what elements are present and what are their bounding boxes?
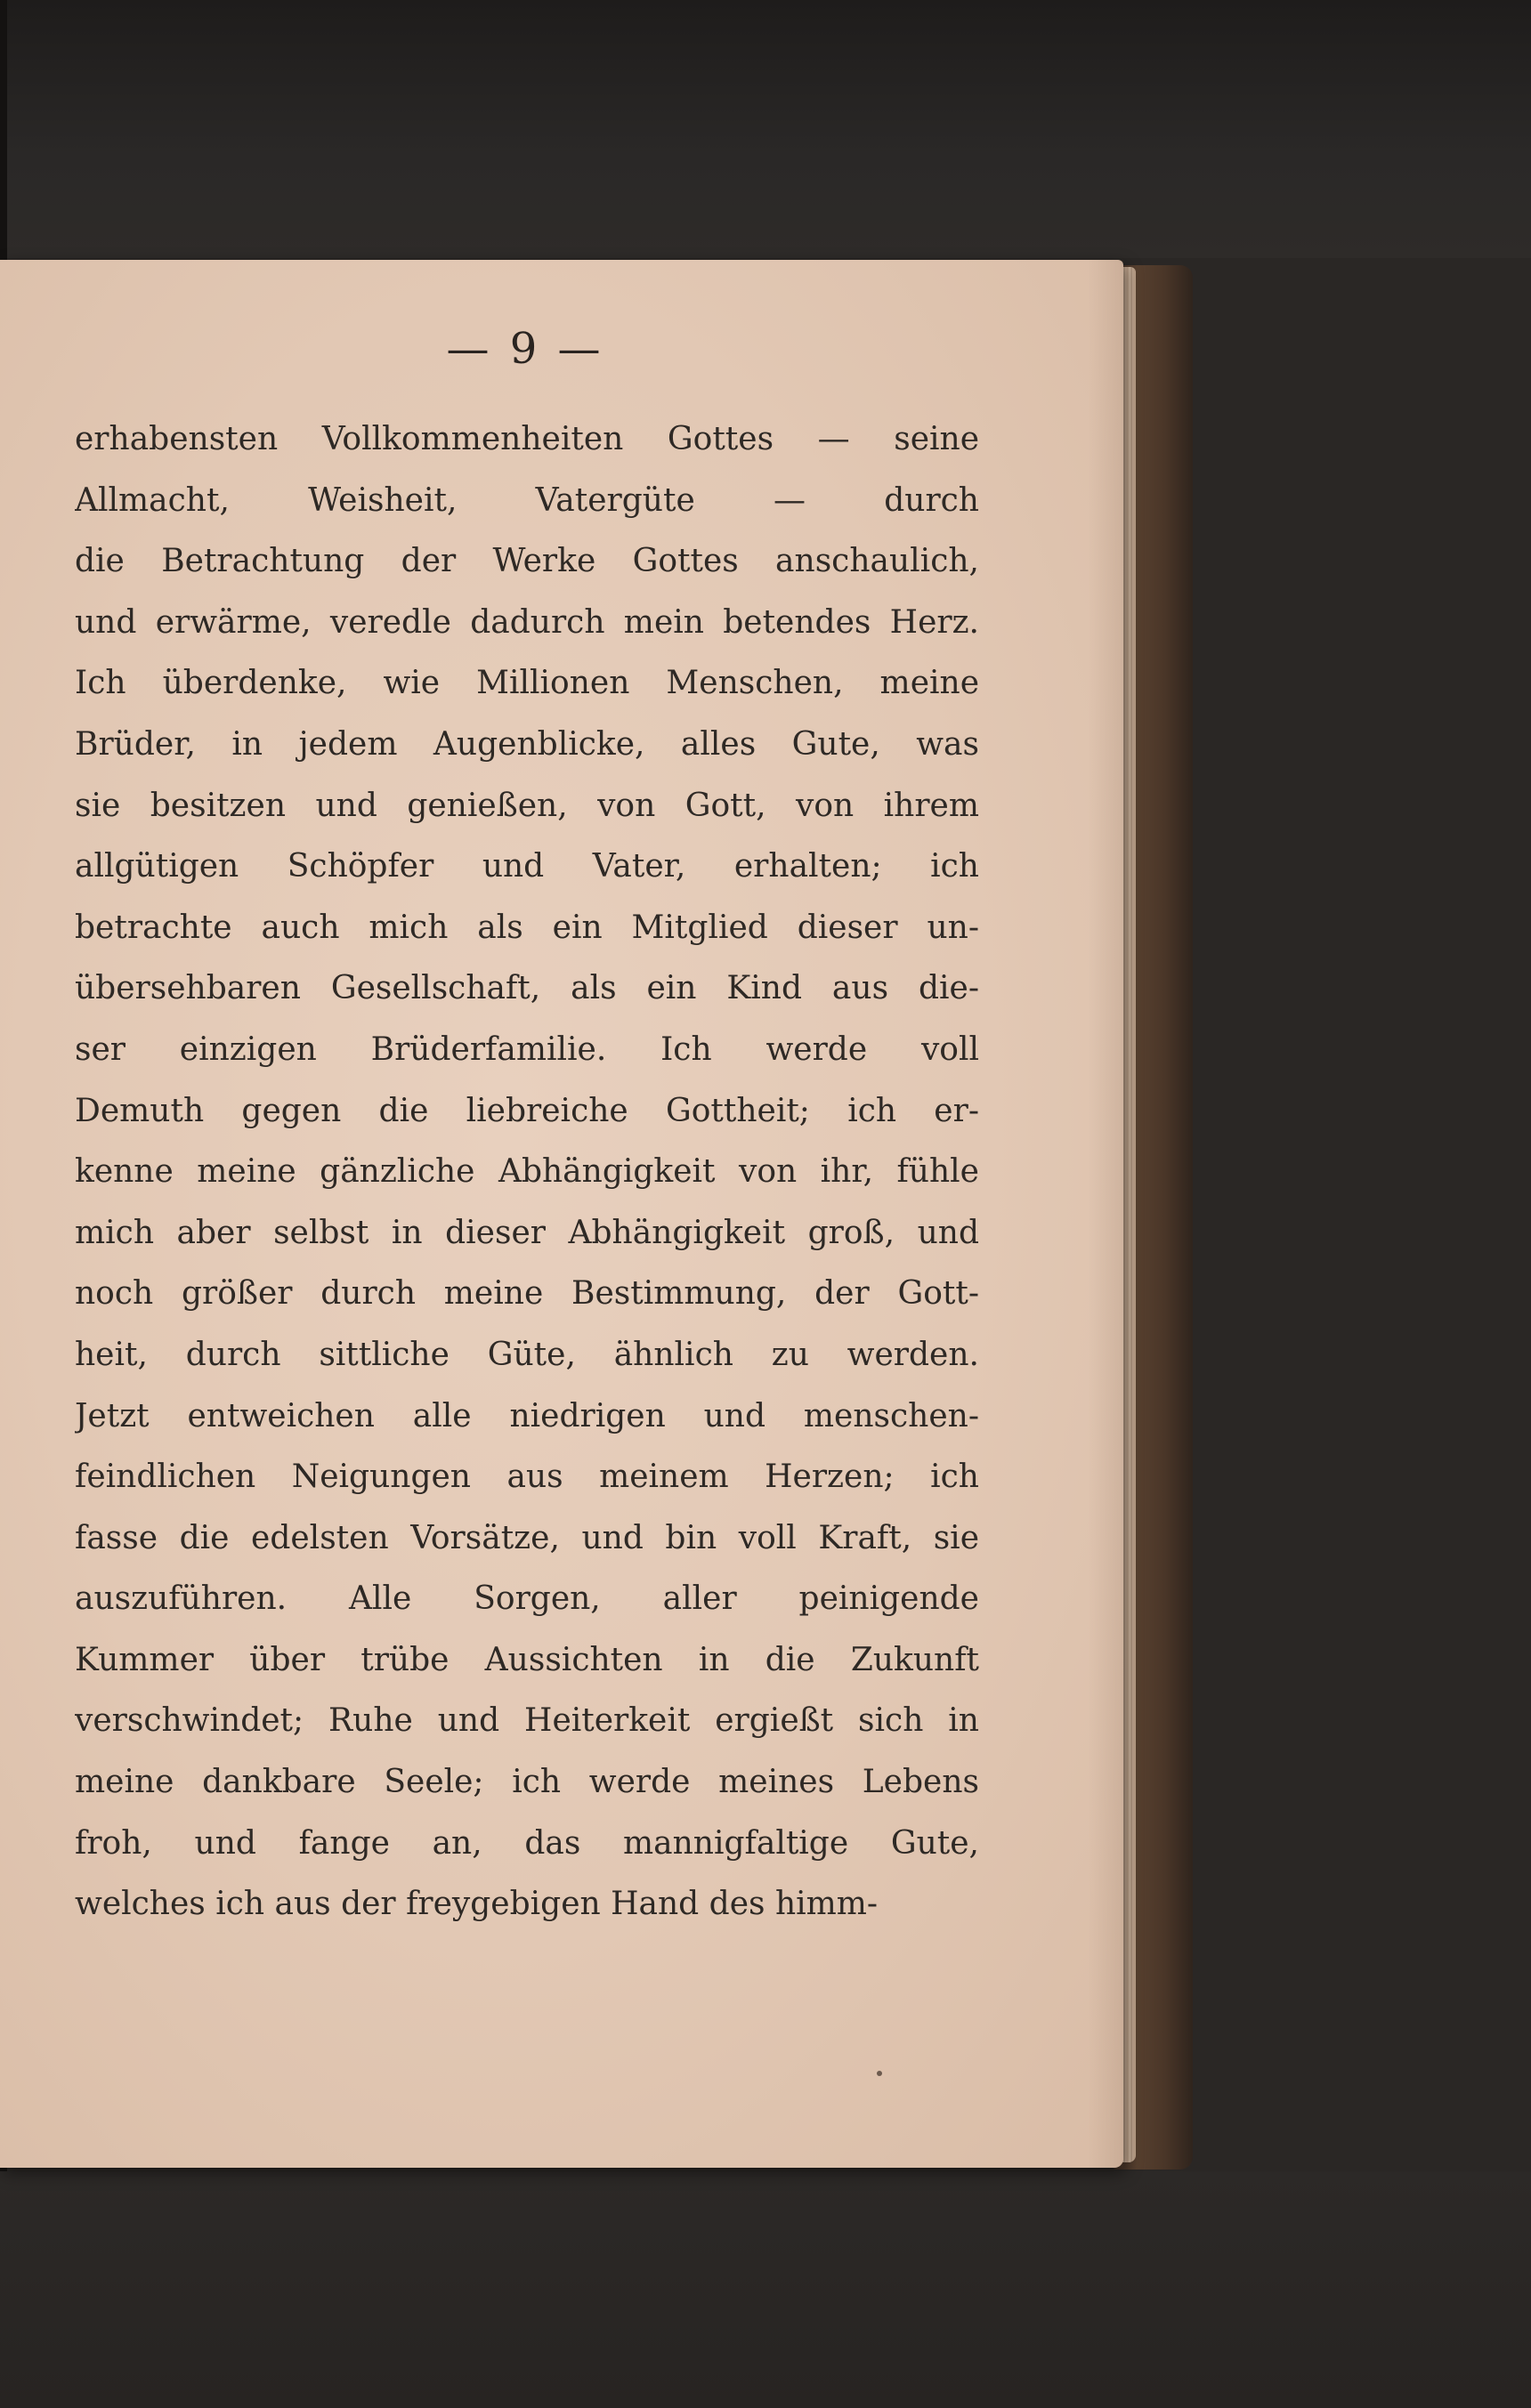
text-line: Demuth gegen die liebreiche Gottheit; ich er-: [75, 1092, 979, 1129]
text-line: Jetzt entweichen alle niedrigen und menschen-: [75, 1397, 979, 1434]
text-line: die Betrachtung der Werke Gottes anschaulich,: [75, 543, 979, 580]
text-line: ser einzigen Brüderfamilie. Ich werde voll: [75, 1030, 979, 1068]
text-line: sie besitzen und genießen, von Gott, von ihrem: [75, 787, 979, 824]
text-line: fasse die edelsten Vorsätze, und bin voll Kraft, sie: [75, 1519, 979, 1556]
text-line: erhabensten Vollkommenheiten Gottes — seine: [75, 421, 979, 457]
text-line: froh, und fange an, das mannigfaltige Gute,: [75, 1824, 979, 1862]
text-line: kenne meine gänzliche Abhängigkeit von ihr, fühle: [75, 1153, 979, 1191]
text-line: mich aber selbst in dieser Abhängigkeit groß, und: [75, 1214, 979, 1251]
text-line: meine dankbare Seele; ich werde meines Lebens: [75, 1764, 979, 1801]
text-line: auszuführen. Alle Sorgen, aller peinigende: [75, 1580, 979, 1618]
text-line: noch größer durch meine Bestimmung, der Gott-: [75, 1275, 979, 1313]
body-text: [75, 409, 979, 1935]
scan-background-top: [0, 0, 1531, 258]
text-line: heit, durch sittliche Güte, ähnlich zu werden.: [75, 1336, 979, 1373]
text-line: verschwindet; Ruhe und Heiterkeit ergießt sich in: [75, 1702, 979, 1740]
text-line: betrachte auch mich als ein Mitglied dieser un-: [75, 909, 979, 946]
text-line: Ich überdenke, wie Millionen Menschen, meine: [75, 665, 979, 702]
text-line: Kummer über trübe Aussichten in die Zukunft: [75, 1641, 979, 1678]
paper-speck: [877, 2071, 882, 2076]
page-number-header: — 9 —: [446, 324, 604, 374]
text-line: welches ich aus der freygebigen Hand des himm-: [75, 1886, 879, 1923]
text-line: und erwärme, veredle dadurch mein betendes Herz.: [75, 603, 979, 641]
scan-background-bottom: [0, 2171, 1531, 2408]
text-line: feindlichen Neigungen aus meinem Herzen; ich: [75, 1459, 979, 1496]
text-line: allgütigen Schöpfer und Vater, erhalten; ich: [75, 848, 979, 885]
text-line: Brüder, in jedem Augenblicke, alles Gute, was: [75, 725, 979, 763]
text-line: übersehbaren Gesellschaft, als ein Kind aus die-: [75, 970, 979, 1007]
text-line: Allmacht, Weisheit, Vatergüte — durch: [75, 481, 979, 519]
book-page: [0, 260, 1123, 2168]
